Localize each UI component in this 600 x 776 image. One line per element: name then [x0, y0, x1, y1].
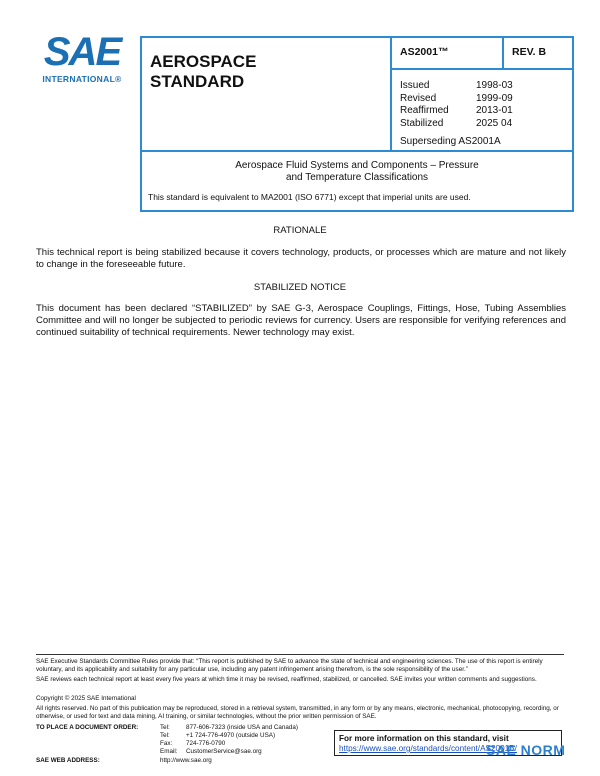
standard-type-line2: STANDARD	[150, 72, 245, 91]
standard-type	[150, 52, 256, 92]
date-reaffirmed: Reaffirmed 2013-01	[400, 105, 513, 116]
logo-text: SAE	[43, 30, 121, 74]
contact-email: Email: CustomerService@sae.org	[160, 748, 262, 755]
rationale-text: This technical report is being stabilized because it covers technology, products, or processes which are mature and not likely to change in the foreseeable future.	[36, 247, 566, 270]
header-divider-rev	[502, 38, 504, 68]
web-label: SAE WEB ADDRESS:	[36, 757, 100, 764]
footer-divider	[36, 654, 564, 655]
document-title-line2: and Temperature Classifications	[285, 172, 429, 183]
rationale-heading: RATIONALE	[273, 225, 327, 236]
superseding-note: Superseding AS2001A	[400, 136, 501, 147]
header-divider-docno	[390, 68, 572, 70]
date-stabilized: Stabilized 2025 04	[400, 117, 513, 129]
contact-tel-domestic: Tel: 877-606-7323 (inside USA and Canada)	[160, 724, 299, 731]
contact-fax: Fax: 724-776-0790	[160, 740, 226, 747]
revision: REV. B	[512, 46, 547, 58]
contact-tel-intl: Tel: +1 724-776-4970 (outside USA)	[160, 732, 276, 739]
equivalence-note: This standard is equivalent to MA2001 (ISO 6771) except that imperial units are used.	[148, 192, 471, 202]
document-title-line1: Aerospace Fluid Systems and Components – Pressure	[235, 160, 479, 171]
document-title	[142, 160, 572, 184]
header-box	[140, 36, 574, 212]
footer-rules: SAE Executive Standards Committee Rules provide that: “This report is published by SAE to advance the state of technical and engineering sciences. The use of this report is entirely voluntary, and its applicability and suitability for any particular use, including any patent infringement arising therefrom, is the sole responsibility of the user.”	[36, 658, 543, 673]
info-box-text: For more information on this standard, visit	[339, 734, 509, 743]
info-box-link[interactable]: https://www.sae.org/standards/content/AS2001B/	[339, 744, 517, 753]
standard-type-line1: AEROSPACE	[150, 52, 257, 71]
date-issued: Issued 1998-03	[400, 80, 513, 91]
order-label: TO PLACE A DOCUMENT ORDER:	[36, 724, 139, 731]
stabilized-text: This document has been declared “STABILIZED” by SAE G-3, Aerospace Couplings, Fittings, Hose, Tubing Assemblies Committee and will no longer be subjected to periodic reviews for currency. Users are responsible for verifying references and continued suitability of technical requirements. Newer technology may exist.	[36, 303, 566, 338]
sae-norm-watermark: SAE NORM	[486, 742, 566, 758]
date-list	[400, 80, 513, 130]
footer-review: SAE reviews each technical report at least every five years at which time it may be revised, reaffirmed, stabilized, or cancelled. SAE invites your written comments and suggestions.	[36, 676, 537, 683]
sae-logo	[36, 32, 128, 88]
contact-list	[160, 724, 298, 756]
document-number: AS2001™	[400, 46, 449, 58]
header-divider-vertical	[390, 38, 392, 150]
stabilized-heading: STABILIZED NOTICE	[253, 282, 347, 293]
header-divider-horizontal	[142, 150, 572, 152]
logo-subtext: INTERNATIONAL®	[42, 74, 122, 84]
footer-rights: All rights reserved. No part of this publication may be reproduced, stored in a retrieval system, transmitted, in any form or by any means, electronic, mechanical, photocopying, recording, or otherwise, or used for text and data mining, AI training, or similar technologies, without the prior written permission of SAE.	[36, 705, 559, 720]
web-address[interactable]: http://www.sae.org	[160, 757, 212, 764]
date-revised: Revised 1999-09	[400, 92, 513, 104]
footer-copyright: Copyright © 2025 SAE International	[36, 695, 136, 702]
